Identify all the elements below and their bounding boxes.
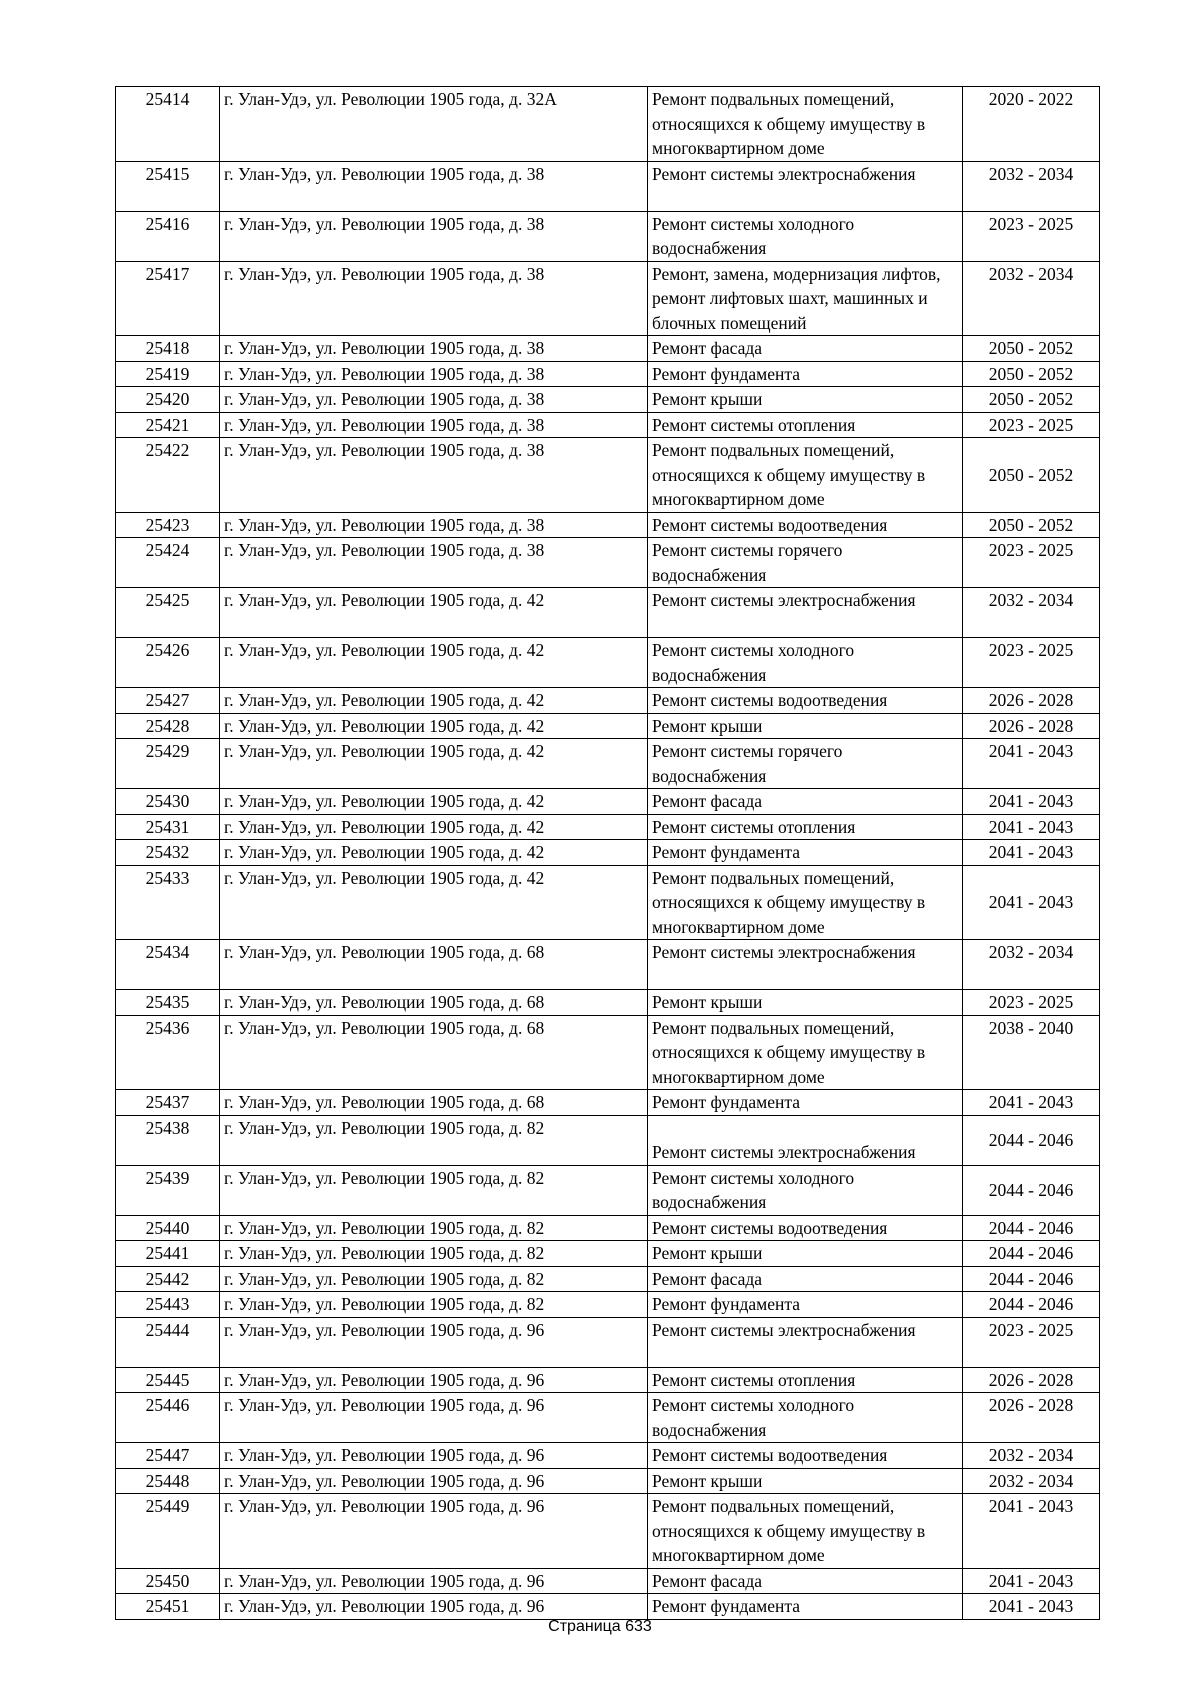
table-row (116, 1241, 1100, 1267)
table-row (116, 1317, 1100, 1367)
row-work-type: Ремонт, замена, модернизация лифтов, ремонт лифтовых шахт, машинных и блочных помещений (648, 261, 963, 336)
row-address: г. Улан-Удэ, ул. Революции 1905 года, д. 96 (220, 1568, 648, 1594)
table-row (116, 538, 1100, 588)
row-work-type: Ремонт крыши (648, 387, 963, 413)
table-row (116, 1367, 1100, 1393)
row-address: г. Улан-Удэ, ул. Революции 1905 года, д. 96 (220, 1494, 648, 1569)
row-period: 2050 - 2052 (963, 387, 1100, 413)
row-address: г. Улан-Удэ, ул. Революции 1905 года, д. 68 (220, 1015, 648, 1090)
row-address: г. Улан-Удэ, ул. Революции 1905 года, д. 96 (220, 1367, 648, 1393)
table-row (116, 211, 1100, 261)
row-work-type: Ремонт системы электроснабжения (648, 1115, 963, 1165)
row-number: 25420 (116, 387, 220, 413)
row-address: г. Улан-Удэ, ул. Революции 1905 года, д. 38 (220, 412, 648, 438)
row-period: 2041 - 2043 (963, 814, 1100, 840)
table-row (116, 1594, 1100, 1620)
row-number: 25419 (116, 361, 220, 387)
row-work-type: Ремонт фасада (648, 1266, 963, 1292)
row-period: 2041 - 2043 (963, 1494, 1100, 1569)
row-work-type: Ремонт крыши (648, 713, 963, 739)
row-address: г. Улан-Удэ, ул. Революции 1905 года, д. 42 (220, 789, 648, 815)
row-address: г. Улан-Удэ, ул. Революции 1905 года, д. 42 (220, 840, 648, 866)
row-number: 25440 (116, 1215, 220, 1241)
row-period: 2026 - 2028 (963, 688, 1100, 714)
row-address: г. Улан-Удэ, ул. Революции 1905 года, д. 42 (220, 739, 648, 789)
table-row (116, 512, 1100, 538)
row-work-type: Ремонт подвальных помещений, относящихся к общему имуществу в многоквартирном доме (648, 865, 963, 940)
row-address: г. Улан-Удэ, ул. Революции 1905 года, д. 96 (220, 1468, 648, 1494)
row-number: 25449 (116, 1494, 220, 1569)
row-number: 25432 (116, 840, 220, 866)
row-number: 25437 (116, 1090, 220, 1116)
row-address: г. Улан-Удэ, ул. Революции 1905 года, д. 38 (220, 211, 648, 261)
row-number: 25444 (116, 1317, 220, 1367)
row-address: г. Улан-Удэ, ул. Революции 1905 года, д. 82 (220, 1165, 648, 1215)
table-row (116, 1090, 1100, 1116)
table-row (116, 336, 1100, 362)
row-number: 25423 (116, 512, 220, 538)
page-number: Страница 633 (548, 1618, 652, 1635)
row-period: 2050 - 2052 (963, 438, 1100, 513)
row-address: г. Улан-Удэ, ул. Революции 1905 года, д. 96 (220, 1443, 648, 1469)
row-address: г. Улан-Удэ, ул. Революции 1905 года, д. 38 (220, 512, 648, 538)
row-work-type: Ремонт системы отопления (648, 1367, 963, 1393)
row-number: 25425 (116, 588, 220, 638)
row-work-type: Ремонт крыши (648, 1241, 963, 1267)
row-number: 25428 (116, 713, 220, 739)
row-period: 2023 - 2025 (963, 211, 1100, 261)
row-number: 25429 (116, 739, 220, 789)
row-address: г. Улан-Удэ, ул. Революции 1905 года, д. 82 (220, 1241, 648, 1267)
row-work-type: Ремонт системы горячего водоснабжения (648, 538, 963, 588)
row-period: 2050 - 2052 (963, 512, 1100, 538)
row-period: 2032 - 2034 (963, 161, 1100, 211)
row-number: 25418 (116, 336, 220, 362)
row-number: 25450 (116, 1568, 220, 1594)
row-period: 2032 - 2034 (963, 940, 1100, 990)
row-address: г. Улан-Удэ, ул. Революции 1905 года, д. 42 (220, 688, 648, 714)
row-period: 2032 - 2034 (963, 1443, 1100, 1469)
row-period: 2023 - 2025 (963, 990, 1100, 1016)
row-address: г. Улан-Удэ, ул. Революции 1905 года, д. 42 (220, 638, 648, 688)
table-row (116, 638, 1100, 688)
row-period: 2044 - 2046 (963, 1165, 1100, 1215)
table-row (116, 438, 1100, 513)
table-row (116, 990, 1100, 1016)
row-work-type: Ремонт системы отопления (648, 814, 963, 840)
row-period: 2041 - 2043 (963, 1090, 1100, 1116)
row-work-type: Ремонт системы водоотведения (648, 1215, 963, 1241)
row-period: 2050 - 2052 (963, 336, 1100, 362)
row-address: г. Улан-Удэ, ул. Революции 1905 года, д. 38 (220, 261, 648, 336)
row-address: г. Улан-Удэ, ул. Революции 1905 года, д. 38 (220, 538, 648, 588)
row-work-type: Ремонт системы холодного водоснабжения (648, 211, 963, 261)
row-number: 25433 (116, 865, 220, 940)
row-period: 2023 - 2025 (963, 412, 1100, 438)
table-row (116, 688, 1100, 714)
table-row (116, 1215, 1100, 1241)
row-number: 25416 (116, 211, 220, 261)
table-row (116, 1393, 1100, 1443)
row-address: г. Улан-Удэ, ул. Революции 1905 года, д. 68 (220, 990, 648, 1016)
row-address: г. Улан-Удэ, ул. Революции 1905 года, д. 96 (220, 1594, 648, 1620)
table-row (116, 789, 1100, 815)
table-row (116, 940, 1100, 990)
row-address: г. Улан-Удэ, ул. Революции 1905 года, д. 32А (220, 87, 648, 162)
row-work-type: Ремонт фундамента (648, 361, 963, 387)
table-row (116, 1443, 1100, 1469)
table-row (116, 412, 1100, 438)
row-address: г. Улан-Удэ, ул. Революции 1905 года, д. 68 (220, 1090, 648, 1116)
table-row (116, 1468, 1100, 1494)
row-number: 25442 (116, 1266, 220, 1292)
row-number: 25414 (116, 87, 220, 162)
row-period: 2044 - 2046 (963, 1292, 1100, 1318)
table-row (116, 588, 1100, 638)
row-number: 25426 (116, 638, 220, 688)
row-address: г. Улан-Удэ, ул. Революции 1905 года, д. 38 (220, 361, 648, 387)
row-number: 25446 (116, 1393, 220, 1443)
table-row (116, 1015, 1100, 1090)
table-row (116, 261, 1100, 336)
table-row (116, 361, 1100, 387)
row-work-type: Ремонт подвальных помещений, относящихся к общему имуществу в многоквартирном доме (648, 438, 963, 513)
row-work-type: Ремонт подвальных помещений, относящихся к общему имуществу в многоквартирном доме (648, 87, 963, 162)
row-work-type: Ремонт фундамента (648, 1594, 963, 1620)
row-work-type: Ремонт подвальных помещений, относящихся к общему имуществу в многоквартирном доме (648, 1494, 963, 1569)
row-period: 2041 - 2043 (963, 789, 1100, 815)
table-row (116, 814, 1100, 840)
table-row (116, 865, 1100, 940)
row-period: 2032 - 2034 (963, 1468, 1100, 1494)
row-period: 2023 - 2025 (963, 1317, 1100, 1367)
table-row (116, 161, 1100, 211)
row-number: 25434 (116, 940, 220, 990)
row-period: 2038 - 2040 (963, 1015, 1100, 1090)
table-row (116, 713, 1100, 739)
row-address: г. Улан-Удэ, ул. Революции 1905 года, д. 42 (220, 588, 648, 638)
row-period: 2026 - 2028 (963, 713, 1100, 739)
row-address: г. Улан-Удэ, ул. Революции 1905 года, д. 38 (220, 161, 648, 211)
row-address: г. Улан-Удэ, ул. Революции 1905 года, д. 68 (220, 940, 648, 990)
table-row (116, 87, 1100, 162)
row-work-type: Ремонт фундамента (648, 840, 963, 866)
row-work-type: Ремонт системы горячего водоснабжения (648, 739, 963, 789)
table-row (116, 1292, 1100, 1318)
table-row (116, 1266, 1100, 1292)
row-address: г. Улан-Удэ, ул. Революции 1905 года, д. 82 (220, 1115, 648, 1165)
row-period: 2044 - 2046 (963, 1215, 1100, 1241)
row-period: 2020 - 2022 (963, 87, 1100, 162)
row-work-type: Ремонт системы водоотведения (648, 688, 963, 714)
row-number: 25451 (116, 1594, 220, 1620)
row-period: 2041 - 2043 (963, 739, 1100, 789)
row-address: г. Улан-Удэ, ул. Революции 1905 года, д. 96 (220, 1393, 648, 1443)
row-work-type: Ремонт фасада (648, 336, 963, 362)
row-work-type: Ремонт фасада (648, 1568, 963, 1594)
row-address: г. Улан-Удэ, ул. Революции 1905 года, д. 38 (220, 336, 648, 362)
table-row (116, 1568, 1100, 1594)
row-work-type: Ремонт системы электроснабжения (648, 940, 963, 990)
row-work-type: Ремонт системы электроснабжения (648, 588, 963, 638)
row-number: 25447 (116, 1443, 220, 1469)
row-work-type: Ремонт системы электроснабжения (648, 161, 963, 211)
row-number: 25445 (116, 1367, 220, 1393)
table-row (116, 1115, 1100, 1165)
row-period: 2023 - 2025 (963, 538, 1100, 588)
row-number: 25435 (116, 990, 220, 1016)
row-period: 2026 - 2028 (963, 1367, 1100, 1393)
row-number: 25448 (116, 1468, 220, 1494)
table-row (116, 387, 1100, 413)
row-work-type: Ремонт системы холодного водоснабжения (648, 638, 963, 688)
row-address: г. Улан-Удэ, ул. Революции 1905 года, д. 82 (220, 1215, 648, 1241)
row-work-type: Ремонт фундамента (648, 1090, 963, 1116)
row-address: г. Улан-Удэ, ул. Революции 1905 года, д. 42 (220, 713, 648, 739)
table-row (116, 1494, 1100, 1569)
row-period: 2023 - 2025 (963, 638, 1100, 688)
row-work-type: Ремонт крыши (648, 990, 963, 1016)
row-address: г. Улан-Удэ, ул. Революции 1905 года, д. 82 (220, 1266, 648, 1292)
row-number: 25441 (116, 1241, 220, 1267)
row-address: г. Улан-Удэ, ул. Революции 1905 года, д. 82 (220, 1292, 648, 1318)
row-address: г. Улан-Удэ, ул. Революции 1905 года, д. 42 (220, 814, 648, 840)
row-period: 2026 - 2028 (963, 1393, 1100, 1443)
works-table (115, 86, 1100, 1620)
row-work-type: Ремонт системы холодного водоснабжения (648, 1393, 963, 1443)
row-period: 2041 - 2043 (963, 865, 1100, 940)
row-period: 2044 - 2046 (963, 1115, 1100, 1165)
row-number: 25438 (116, 1115, 220, 1165)
row-work-type: Ремонт фасада (648, 789, 963, 815)
row-address: г. Улан-Удэ, ул. Революции 1905 года, д. 96 (220, 1317, 648, 1367)
row-period: 2032 - 2034 (963, 588, 1100, 638)
row-number: 25417 (116, 261, 220, 336)
row-period: 2050 - 2052 (963, 361, 1100, 387)
row-number: 25427 (116, 688, 220, 714)
table-row (116, 739, 1100, 789)
row-period: 2044 - 2046 (963, 1266, 1100, 1292)
row-work-type: Ремонт системы электроснабжения (648, 1317, 963, 1367)
row-work-type: Ремонт фундамента (648, 1292, 963, 1318)
row-address: г. Улан-Удэ, ул. Революции 1905 года, д. 38 (220, 387, 648, 413)
row-number: 25436 (116, 1015, 220, 1090)
row-address: г. Улан-Удэ, ул. Революции 1905 года, д. 38 (220, 438, 648, 513)
row-number: 25431 (116, 814, 220, 840)
row-number: 25421 (116, 412, 220, 438)
row-number: 25430 (116, 789, 220, 815)
row-work-type: Ремонт системы отопления (648, 412, 963, 438)
row-period: 2041 - 2043 (963, 1594, 1100, 1620)
row-work-type: Ремонт подвальных помещений, относящихся к общему имуществу в многоквартирном доме (648, 1015, 963, 1090)
row-number: 25422 (116, 438, 220, 513)
row-address: г. Улан-Удэ, ул. Революции 1905 года, д. 42 (220, 865, 648, 940)
row-number: 25439 (116, 1165, 220, 1215)
row-period: 2041 - 2043 (963, 840, 1100, 866)
table-row (116, 840, 1100, 866)
row-work-type: Ремонт системы водоотведения (648, 1443, 963, 1469)
row-period: 2032 - 2034 (963, 261, 1100, 336)
row-number: 25415 (116, 161, 220, 211)
row-work-type: Ремонт крыши (648, 1468, 963, 1494)
table-row (116, 1165, 1100, 1215)
table-body (116, 87, 1100, 1620)
row-period: 2041 - 2043 (963, 1568, 1100, 1594)
row-number: 25424 (116, 538, 220, 588)
row-period: 2044 - 2046 (963, 1241, 1100, 1267)
row-work-type: Ремонт системы холодного водоснабжения (648, 1165, 963, 1215)
row-number: 25443 (116, 1292, 220, 1318)
row-work-type: Ремонт системы водоотведения (648, 512, 963, 538)
